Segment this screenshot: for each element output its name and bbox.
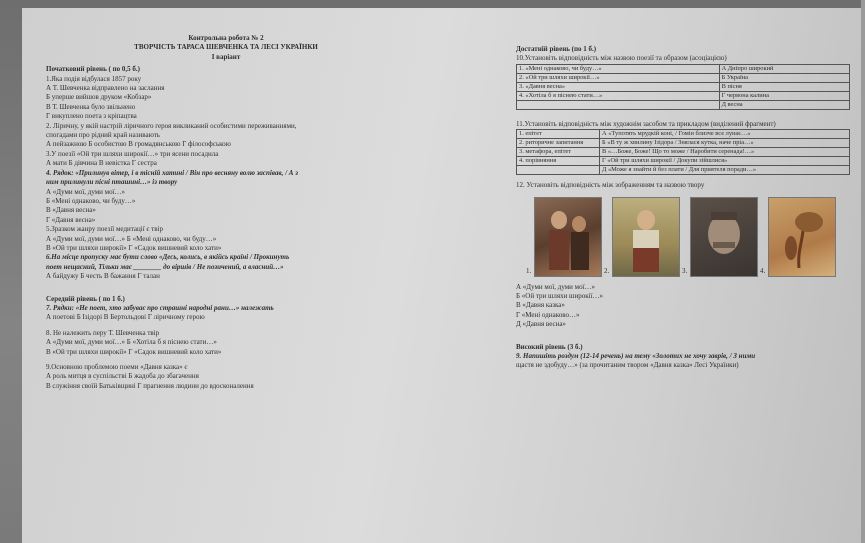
picture-number: 3. <box>682 267 688 276</box>
question-5: 5.Зразком жанру поезії медитації є твір <box>46 225 163 234</box>
table-cell: Б «В ту ж хвилину Ізідора / Знялася кутка, наче пріа…» <box>600 139 850 148</box>
question-2-line1: 2. Ліричну, у якій настрій ліричного героя викликаний особистими переживаннями, <box>46 121 297 130</box>
question-2-line2: спогадами про рідний край називають <box>46 131 160 140</box>
figure-tree-icon <box>769 198 835 276</box>
table-row <box>517 100 850 109</box>
q1-option-c: В Т. Шевченка було звільнено <box>46 102 136 111</box>
question-10: 10.Установіть відповідність між назвою поезії та образом (асоціацією) <box>516 54 727 63</box>
table-cell: А Дніпро широкий <box>719 64 849 73</box>
table-row <box>517 64 850 73</box>
q10-table <box>516 64 850 110</box>
q11-table <box>516 129 850 175</box>
left-column <box>46 34 406 391</box>
q9-options-row1: А роль митця в суспільстві Б жадоба до збагачення <box>46 372 199 381</box>
table-row <box>517 166 850 175</box>
table-row <box>517 139 850 148</box>
table-cell: 4. «Хотіла б я піснею стати…» <box>517 91 720 100</box>
q1-option-b: Б уперше вийшов друком «Кобзар» <box>46 93 152 102</box>
picture-number: 4. <box>760 267 766 276</box>
illustration-3 <box>682 197 758 277</box>
table-cell: А «Тупотять мрудкій коні, / Гомін близче все лунає…» <box>600 130 850 139</box>
illustrations-row <box>516 197 856 277</box>
q2-options: А пейзажною Б особистою В громадянською Г філософською <box>46 140 231 149</box>
scrollbar[interactable] <box>861 0 865 543</box>
essay-task-line2: щастя не здобуду…» (за прочитаним твором «Давня казка» Лесі Українки) <box>516 361 739 370</box>
illustration-2 <box>604 197 680 277</box>
q7-options: А поетові Б Ізідорі В Бертольдові Г ліричному герою <box>46 313 205 322</box>
q6-options: А байдужу Б честь В бажання Г талан <box>46 272 160 281</box>
q1-option-a: А Т. Шевченка відправлено на заслання <box>46 84 165 93</box>
table-cell: Г «Ой три шляхи широкії / Докупи зійшлися» <box>600 157 850 166</box>
picture-number: 2. <box>604 267 610 276</box>
table-row <box>517 148 850 157</box>
variant-label: I варіант <box>211 52 241 61</box>
q4-option-a: А «Думи мої, думи мої…» <box>46 187 126 196</box>
doc-subtitle: ТВОРЧІСТЬ ТАРАСА ШЕВЧЕНКА ТА ЛЕСІ УКРАЇНКИ <box>134 43 318 52</box>
portrait-icon <box>691 198 757 276</box>
q9-options-row2: В служіння своїй Батьківщині Г прагнення людини до вдосконалення <box>46 381 254 390</box>
q5-options-row2: В «Ой три шляхи широкії» Г «Садок вишневий коло хати» <box>46 243 222 252</box>
q12-option-a: А «Думи мої, думи мої…» <box>516 282 596 291</box>
question-4-line2: ним прилинули пісні пташині…» із твору <box>46 178 178 187</box>
q8-options-row2: В «Ой три шляхи широкії» Г «Садок вишневий коло хати» <box>46 347 222 356</box>
q4-option-d: Г «Давня весна» <box>46 215 96 224</box>
question-8: 8. Не належить перу Т. Шевченка твір <box>46 328 160 337</box>
question-4-line1: 4. Рядок: «Прилинув вітер, і в тісній хатині / Він про весняну волю заспівав, / А з <box>46 168 298 177</box>
essay-task-line1: 9. Напишіть роздум (12-14 речень) на тему «Золотих не хочу заврів, / З ними <box>516 352 756 361</box>
q8-options-row1: А «Думи мої, думи мої…» Б «Хотіла б я піснею стати…» <box>46 338 217 347</box>
illustration-4 <box>760 197 836 277</box>
table-cell: Д весна <box>719 100 849 109</box>
question-6-line2: поет нещасний, Тільки має ________ до віршів / Не позичений, а власний…» <box>46 262 284 271</box>
couple-painting-icon <box>535 198 601 276</box>
question-9: 9.Основною проблемою поеми «Давня казка» є <box>46 363 188 371</box>
table-cell <box>517 100 720 109</box>
picture-number: 1. <box>526 267 532 276</box>
right-column <box>516 42 856 371</box>
question-7: 7. Рядки: «Не поет, хто забуває про страшні народні рани…» належать <box>46 303 274 312</box>
doc-title: Контрольна робота № 2 <box>188 34 264 42</box>
q12-option-c: В «Давня казка» <box>516 301 565 310</box>
q12-option-b: Б «Ой три шляхи широкії…» <box>516 292 603 301</box>
question-11: 11.Установіть відповідність між художнім засобом та прикладом (виділений фрагмент) <box>516 119 776 128</box>
test-sheet <box>22 8 861 543</box>
q12-option-d: Г «Мені однаково…» <box>516 310 580 319</box>
table-cell: 1. «Мені однаково, чи буду…» <box>517 64 720 73</box>
table-cell: 4. порівняння <box>517 157 600 166</box>
table-cell: 1. епітет <box>517 130 600 139</box>
table-cell <box>517 166 600 175</box>
table-cell: В пісня <box>719 82 849 91</box>
q4-option-b: Б «Мені однаково, чи буду…» <box>46 196 136 205</box>
table-row <box>517 91 850 100</box>
level4-title: Високий рівень (3 б.) <box>516 342 583 351</box>
table-row <box>517 157 850 166</box>
table-cell: Б Україна <box>719 73 849 82</box>
table-row <box>517 82 850 91</box>
woman-field-icon <box>613 198 679 276</box>
level3-title: Достатній рівень (по 1 б.) <box>516 45 597 53</box>
illustration-1 <box>526 197 602 277</box>
q1-option-d: Г викуплено поета з кріпацтва <box>46 112 137 121</box>
table-cell: Г червона калина <box>719 91 849 100</box>
question-6-line1: 6.На місце пропуску має бути слово «Десь, колись, в якійсь країні / Прокинуть <box>46 253 290 262</box>
table-cell: 2. «Ой три шляхи широкії…» <box>517 73 720 82</box>
question-3: 3.У поезії «Ой три шляхи широкії…» три ясени посадила <box>46 149 219 158</box>
table-row <box>517 73 850 82</box>
q5-options-row1: А «Думи мої, думи мої…» Б «Мені однаково, чи буду…» <box>46 234 217 243</box>
q4-option-c: В «Давня весна» <box>46 206 96 215</box>
table-cell: 2. риторичне запитання <box>517 139 600 148</box>
q12-option-e: Д «Давня весна» <box>516 320 566 329</box>
level1-title: Початковий рівень ( по 0,5 б.) <box>46 65 140 74</box>
table-cell: В «…Боже, Боже! Що то може / Наробити серенада!…» <box>600 148 850 157</box>
table-cell: 3. метафора, епітет <box>517 148 600 157</box>
level2-title: Середній рівень ( по 1 б.) <box>46 294 125 303</box>
table-cell: Д «Може я знайти й без плати / Для приятеля поради…» <box>600 166 850 175</box>
q3-options: А мати Б дівчина В невістка Г сестра <box>46 159 157 168</box>
question-12: 12. Установіть відповідність між зображенням та назвою твору <box>516 181 705 190</box>
table-cell: 3. «Давня весна» <box>517 82 720 91</box>
question-1: 1.Яка подія відбулася 1857 року <box>46 74 142 83</box>
table-row <box>517 130 850 139</box>
